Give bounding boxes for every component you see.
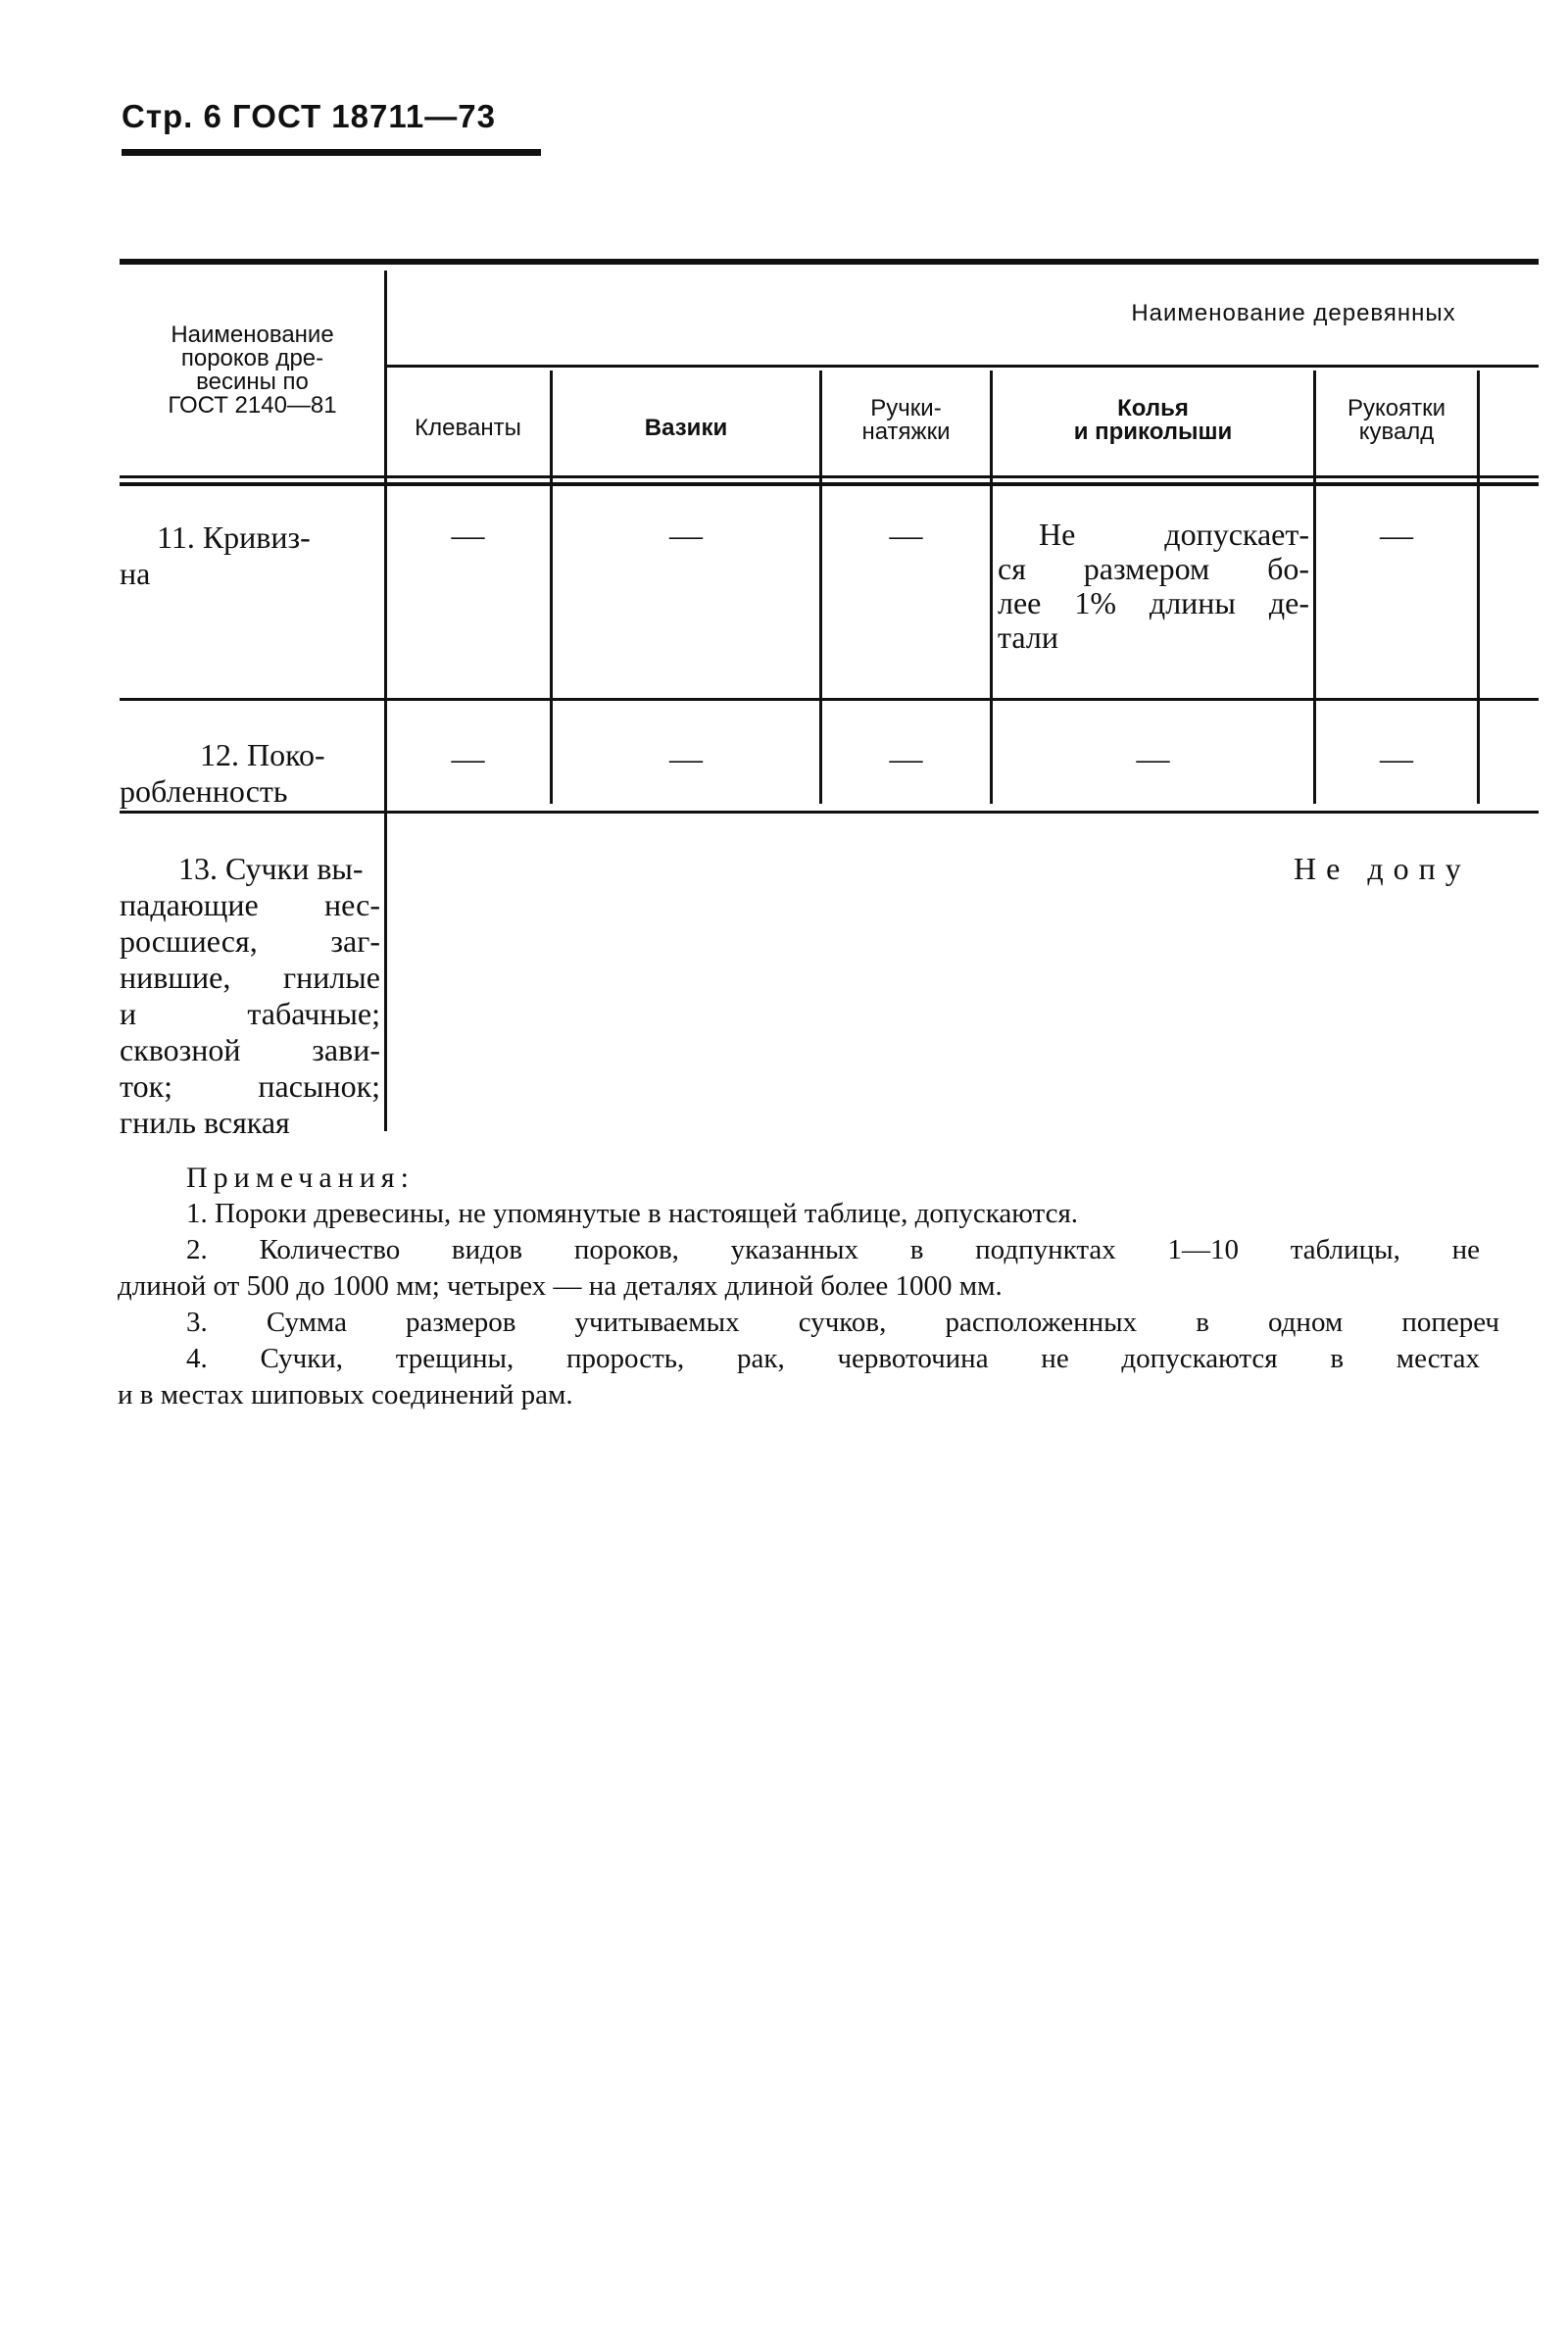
column-header-rukoyatki-line-1: Рукоятки <box>1347 395 1446 421</box>
header-underline <box>122 149 541 156</box>
row-12-ruchki-value: — <box>889 741 923 777</box>
row-11-ruchki-value: — <box>889 518 923 554</box>
defects-header-line-1: Наименование <box>171 322 334 348</box>
column-header-ruchki-line-2: натяжки <box>861 419 951 445</box>
column-header-kolya <box>993 397 1313 444</box>
column-header-baziki <box>553 417 819 440</box>
row-12-kolya-value: — <box>1136 741 1170 777</box>
column-header-klevanty-line-1: Клеванты <box>415 415 521 441</box>
column-header-klevanty <box>386 417 550 440</box>
row-13-defect-line-7: ток; пасынок; <box>120 1068 380 1104</box>
row-13-defect-line-8: гниль всякая <box>120 1105 290 1140</box>
column-header-kolya-line-2: и приколыши <box>1073 419 1233 445</box>
defect-col-divider <box>384 271 387 1131</box>
header-bottom-rule-2 <box>120 482 1539 486</box>
row-13-merged-value: Не допу <box>1294 851 1471 886</box>
group-header: Наименование деревянных <box>1131 300 1456 326</box>
row-11-baziki-value: — <box>669 518 703 554</box>
row-13-defect-line-5: и табачные; <box>120 996 380 1031</box>
row-12-defect <box>120 737 382 810</box>
row-12-defect-line-2: робленность <box>120 773 288 809</box>
row-13-defect-line-1: 13. Сучки вы- <box>178 851 364 886</box>
row-11-rukoyatki-value: — <box>1380 518 1413 554</box>
col-divider-5 <box>1477 371 1480 804</box>
row-12-klevanty-value: — <box>451 741 485 777</box>
row-13-defect-line-3: росшиеся, заг- <box>120 923 380 959</box>
column-header-rukoyatki <box>1316 397 1477 444</box>
column-header-ruchki-natyazhki <box>822 397 990 444</box>
row-11-defect-line-1: 11. Кривиз- <box>157 519 311 555</box>
note-line-6: и в местах шиповых соединений рам. <box>118 1379 573 1410</box>
note-line-5: 4. Сучки, трещины, прорость, рак, червоточина не допускаются в местах <box>186 1343 1480 1374</box>
row-12-bottom-rule <box>120 811 1539 814</box>
table-top-rule <box>120 259 1539 265</box>
group-header-rule <box>386 365 1539 368</box>
defects-column-header <box>127 323 377 418</box>
row-11-kolya-line-3: лее 1% длины де- <box>998 585 1309 620</box>
column-header-baziki-line-1: Вазики <box>644 415 728 441</box>
row-13-defect-line-6: сквозной зави- <box>120 1032 380 1067</box>
row-11-defect-line-2: на <box>120 556 151 591</box>
notes-title: Примечания: <box>186 1162 415 1194</box>
row-12-rukoyatki-value: — <box>1380 741 1413 777</box>
column-header-kolya-line-1: Колья <box>1117 395 1189 421</box>
row-13-defect-line-2: падающие нес- <box>120 887 380 922</box>
page-header: Стр. 6 ГОСТ 18711—73 <box>122 98 496 134</box>
note-line-1: 1. Пороки древесины, не упомянутые в настоящей таблице, допускаются. <box>186 1198 1079 1229</box>
defects-header-line-4: ГОСТ 2140—81 <box>168 392 337 419</box>
row-11-bottom-rule <box>120 698 1539 701</box>
row-12-baziki-value: — <box>669 741 703 777</box>
row-12-defect-line-1: 12. Поко- <box>200 737 325 772</box>
defects-header-line-3: весины по <box>196 369 309 395</box>
row-11-defect <box>120 519 382 592</box>
row-13-defect <box>120 851 380 1141</box>
defects-header-line-2: пороков дре- <box>180 345 324 371</box>
row-11-kolya-value <box>998 518 1309 655</box>
note-line-4: 3. Сумма размеров учитываемых сучков, расположенных в одном попереч <box>186 1307 1499 1338</box>
column-header-ruchki-line-1: Ручки- <box>870 395 942 421</box>
row-11-kolya-line-4: тали <box>998 619 1058 655</box>
row-11-klevanty-value: — <box>451 518 485 554</box>
row-11-kolya-line-1: Не допускает- <box>1039 517 1309 552</box>
note-line-3: длиной от 500 до 1000 мм; четырех — на деталях длиной более 1000 мм. <box>118 1270 1003 1302</box>
column-header-rukoyatki-line-2: кувалд <box>1358 419 1435 445</box>
note-line-2: 2. Количество видов пороков, указанных в подпунктах 1—10 таблицы, не <box>186 1234 1480 1265</box>
header-bottom-rule <box>120 475 1539 478</box>
row-13-defect-line-4: нившие, гнилые <box>120 960 380 995</box>
row-11-kolya-line-2: ся размером бо- <box>998 551 1309 586</box>
